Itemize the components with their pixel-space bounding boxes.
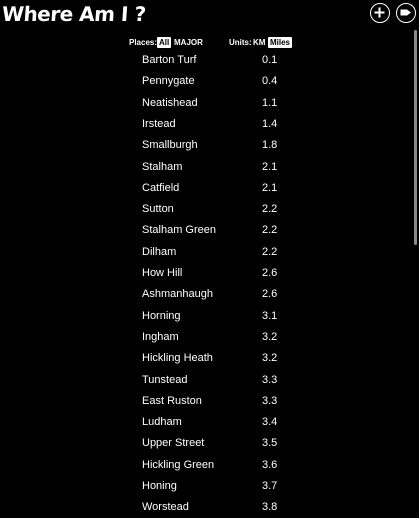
place-distance: 2.2 xyxy=(262,203,278,216)
place-name: Sutton xyxy=(142,203,174,216)
place-distance: 0.4 xyxy=(262,75,278,88)
place-name: Neatishead xyxy=(142,96,198,109)
scrollbar[interactable] xyxy=(414,30,417,245)
place-distance: 2.1 xyxy=(262,160,278,173)
place-name: Upper Street xyxy=(142,437,205,450)
place-name: Catfield xyxy=(142,181,180,194)
place-row[interactable] xyxy=(0,391,419,412)
places-option-major[interactable]: MAJOR xyxy=(174,38,203,47)
place-distance: 3.6 xyxy=(262,458,278,471)
place-name: Smallburgh xyxy=(142,139,198,152)
place-name: Stalham Green xyxy=(142,224,216,237)
place-row[interactable] xyxy=(0,199,419,220)
place-distance: 0.1 xyxy=(262,54,278,66)
place-row[interactable] xyxy=(0,476,419,497)
filter-bar xyxy=(0,37,419,49)
place-distance: 3.5 xyxy=(262,437,278,450)
place-name: Ashmanhaugh xyxy=(142,288,213,301)
place-name: Worstead xyxy=(142,501,189,514)
place-row[interactable] xyxy=(0,263,419,284)
app-title: Where Am I ? xyxy=(1,2,147,26)
place-name: Irstead xyxy=(142,117,176,130)
place-row[interactable] xyxy=(0,497,419,518)
add-button[interactable] xyxy=(370,3,390,23)
place-distance: 2.2 xyxy=(262,245,278,258)
place-distance: 3.2 xyxy=(262,330,278,343)
place-name: Ludham xyxy=(142,416,182,429)
place-name: Horning xyxy=(142,309,181,322)
place-row[interactable] xyxy=(0,93,419,114)
place-name: How Hill xyxy=(142,267,183,279)
place-name: Hickling Green xyxy=(142,458,215,471)
place-name: Pennygate xyxy=(142,75,195,88)
place-row[interactable] xyxy=(0,348,419,369)
place-row[interactable] xyxy=(0,50,419,71)
place-row[interactable] xyxy=(0,157,419,178)
units-option-miles[interactable]: Miles xyxy=(270,38,291,47)
place-distance: 3.1 xyxy=(262,309,278,322)
places-option-all[interactable]: All xyxy=(159,38,170,47)
place-distance: 2.1 xyxy=(262,181,278,194)
place-name: Honing xyxy=(142,480,177,492)
units-option-km[interactable]: KM xyxy=(253,38,266,47)
place-distance: 3.8 xyxy=(262,501,278,514)
place-row[interactable] xyxy=(0,433,419,454)
place-distance: 2.6 xyxy=(262,288,278,301)
place-row[interactable] xyxy=(0,306,419,327)
place-name: Stalham xyxy=(142,160,183,173)
place-row[interactable] xyxy=(0,114,419,135)
place-row[interactable] xyxy=(0,135,419,156)
place-distance: 3.3 xyxy=(262,373,278,386)
place-distance: 3.3 xyxy=(262,394,278,407)
place-name: Ingham xyxy=(142,330,179,343)
place-row[interactable] xyxy=(0,71,419,92)
place-distance: 3.2 xyxy=(262,352,278,365)
place-name: Barton Turf xyxy=(142,54,197,66)
place-name: Hickling Heath xyxy=(142,352,213,365)
places-label: Places: xyxy=(129,38,158,47)
place-name: Dilham xyxy=(142,245,177,258)
place-distance: 3.4 xyxy=(262,416,278,429)
place-row[interactable] xyxy=(0,412,419,433)
place-distance: 3.7 xyxy=(262,480,278,492)
place-distance: 1.1 xyxy=(262,96,278,109)
place-row[interactable] xyxy=(0,327,419,348)
units-label: Units: xyxy=(229,38,252,47)
place-distance: 1.8 xyxy=(262,139,278,152)
plus-circle-icon xyxy=(371,4,391,24)
place-distance: 1.4 xyxy=(262,117,278,130)
place-name: East Ruston xyxy=(142,394,202,407)
place-distance: 2.6 xyxy=(262,267,278,279)
place-row[interactable] xyxy=(0,242,419,263)
place-row[interactable] xyxy=(0,178,419,199)
place-row[interactable] xyxy=(0,284,419,305)
place-row[interactable] xyxy=(0,370,419,391)
place-distance: 2.2 xyxy=(262,224,278,237)
arrow-right-circle-icon xyxy=(397,4,417,24)
next-button[interactable] xyxy=(396,3,416,23)
place-row[interactable] xyxy=(0,220,419,241)
place-name: Tunstead xyxy=(142,373,188,386)
place-row[interactable] xyxy=(0,455,419,476)
